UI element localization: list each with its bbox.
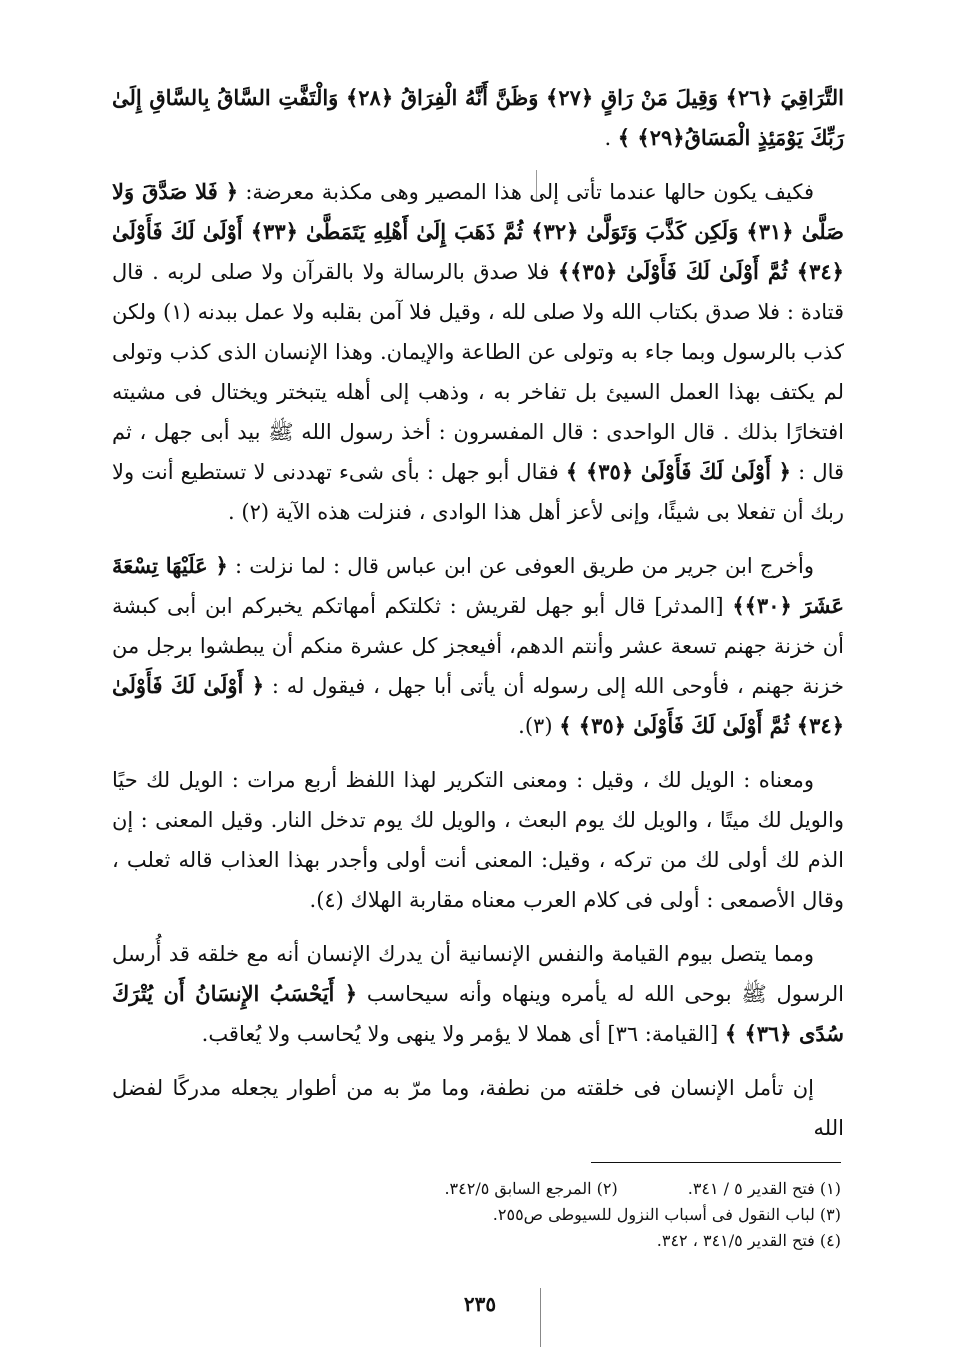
footnote-row-2 bbox=[121, 1202, 841, 1228]
footnote-4: (٤) فتح القدير ٣٤١/٥ ، ٣٤٢. bbox=[656, 1231, 841, 1250]
commentary-text: وأخرج ابن جرير من طريق العوفى عن ابن عباس قال : لما نزلت : bbox=[227, 554, 814, 578]
commentary-text: ومعناه : الويل لك ، وقيل : ومعنى التكرير لهذا اللفظ أربع مرات : الويل لك حيًا والويل لك ميتًا ، والويل لك يوم البعث ، والويل لك يوم تدخل النار. وقيل المعنى : إن الذم لك أولى لك من تركه ، وقيل: المعنى أنت أولى وأجدر بهذا العذاب قاله ثعلب ، وقال الأصمعى : أولى فى كلام العرب معناه مقاربة الهلاك (٤). bbox=[112, 768, 845, 912]
quran-verse: ﴿ فَلا صَدَّقَ وَلا صَلَّىٰ ﴿٣١﴾ وَلَكِن كَذَّبَ وَتَوَلَّىٰ ﴿٣٢﴾ ثُمَّ ذَهَبَ إِلَىٰ أَهْلِهِ يَتَمَطَّىٰ ﴿٣٣﴾ أَوْلَىٰ لَكَ فَأَوْلَىٰ ﴿٣٤﴾ ثُمَّ أَوْلَىٰ لَكَ فَأَوْلَىٰ ﴿٣٥﴾﴾ bbox=[112, 179, 844, 284]
footnote-1: (١) فتح القدير ٥ / ٣٤١. bbox=[687, 1179, 841, 1198]
commentary-text: . bbox=[604, 126, 618, 150]
commentary-text: إن تأمل الإنسان فى خلقته من نطفة، وما مرّ به من أطوار يجعله مدركًا لفضل الله bbox=[112, 1076, 844, 1140]
paragraph bbox=[112, 172, 844, 532]
paragraph bbox=[112, 1068, 844, 1148]
paragraph bbox=[112, 934, 844, 1054]
quran-verse: ﴿ أَوْلَىٰ لَكَ فَأَوْلَىٰ ﴿٣٥﴾ ﴾ bbox=[565, 459, 791, 484]
commentary-text: ومما يتصل بيوم القيامة والنفس الإنسانية أن يدرك الإنسان أنه مع خلقه قد أُرسل الرسول ﷺ بوحى الله له يأمره وينهاه وأنه سيحاسب bbox=[112, 942, 845, 1006]
page-number: ٢٣٥ bbox=[463, 1292, 497, 1316]
commentary-text: فكيف يكون حالها عندما تأتى إلى هذا المصير وهى مكذبة معرضة: bbox=[238, 180, 814, 204]
quran-verse: ﴿ أَوْلَىٰ لَكَ فَأَوْلَىٰ ﴿٣٤﴾ ثُمَّ أَوْلَىٰ لَكَ فَأَوْلَىٰ ﴿٣٥﴾ ﴾ bbox=[112, 673, 844, 738]
paragraph bbox=[112, 78, 844, 158]
footnote-row-1 bbox=[121, 1176, 841, 1202]
footnote-3: (٣) لباب النقول فى أسباب النزول للسيوطى ص٢٥٥. bbox=[492, 1205, 841, 1224]
commentary-text: [القيامة: ٣٦] أى هملا لا يؤمر ولا ينهى ولا يُحاسب ولا يُعاقب. bbox=[201, 1022, 725, 1046]
commentary-text: [المدثر] قال أبو جهل لقريش : ثكلتكم أمهاتكم يخبركم ابن أبى كبشة أن خزنة جهنم تسعة عشر وأنتم الدهم، أفيعجز كل عشرة منكم أن يبطشوا برجل من خزنة جهنم ، فأوحى الله إلى رسوله أن يأتى أبا جهل ، فيقول له : bbox=[112, 594, 844, 698]
footnotes bbox=[121, 1176, 841, 1254]
commentary-text: فلا صدق بالرسالة ولا بالقرآن ولا صلى لربه . قال قتادة : فلا صدق بكتاب الله ولا صلى لله ، وقيل فلا آمن بقلبه ولا عمل ببدنه (١) ولكن كذب بالرسول وبما جاء به وتولى عن الطاعة والإيمان. وهذا الإنسان الذى كذب وتولى لم يكتف بهذا العمل السيئ بل تفاخر به ، وذهب إلى أهله يتبختر ويختال فى مشيته افتخارًا بذلك . قال الواحدى : قال المفسرون : أخذ رسول الله ﷺ بيد أبى جهل ، ثم قال : bbox=[112, 260, 845, 484]
commentary-text: (٣). bbox=[518, 714, 560, 738]
footnote-row-3 bbox=[121, 1228, 841, 1254]
commentary-text: فقال أبو جهل : بأى شىء تهددنى لا تستطيع أنت ولا ربك أن تفعلا بى شيئًا، وإنى لأعز أهل هذا الوادى ، فنزلت هذه الآية (٢) . bbox=[112, 460, 844, 524]
paragraph bbox=[112, 760, 844, 920]
paragraph bbox=[112, 546, 844, 746]
footnote-2: (٢) المرجع السابق ٣٤٢/٥. bbox=[444, 1179, 618, 1198]
gutter-line bbox=[540, 1288, 541, 1347]
quran-verse: ﴿ أَيَحْسَبُ الإِنسَانُ أَن يُتْرَكَ سُدًى ﴿٣٦﴾ ﴾ bbox=[112, 981, 844, 1046]
main-text bbox=[112, 78, 844, 1162]
footnote-separator bbox=[591, 1162, 841, 1163]
quran-verse: التَّرَاقِيَ ﴿٢٦﴾ وَقِيلَ مَنْ رَاقٍ ﴿٢٧﴾ وَظَنَّ أَنَّهُ الْفِرَاقُ ﴿٢٨﴾ وَالْتَفَّتِ السَّاقُ بِالسَّاقِ إِلَىٰ رَبِّكَ يَوْمَئِذٍ الْمَسَاقُ﴿٢٩﴾ ﴾ bbox=[112, 85, 845, 150]
quran-verse: ﴿ عَلَيْهَا تِسْعَةَ عَشَرَ ﴿٣٠﴾﴾ bbox=[112, 553, 844, 618]
